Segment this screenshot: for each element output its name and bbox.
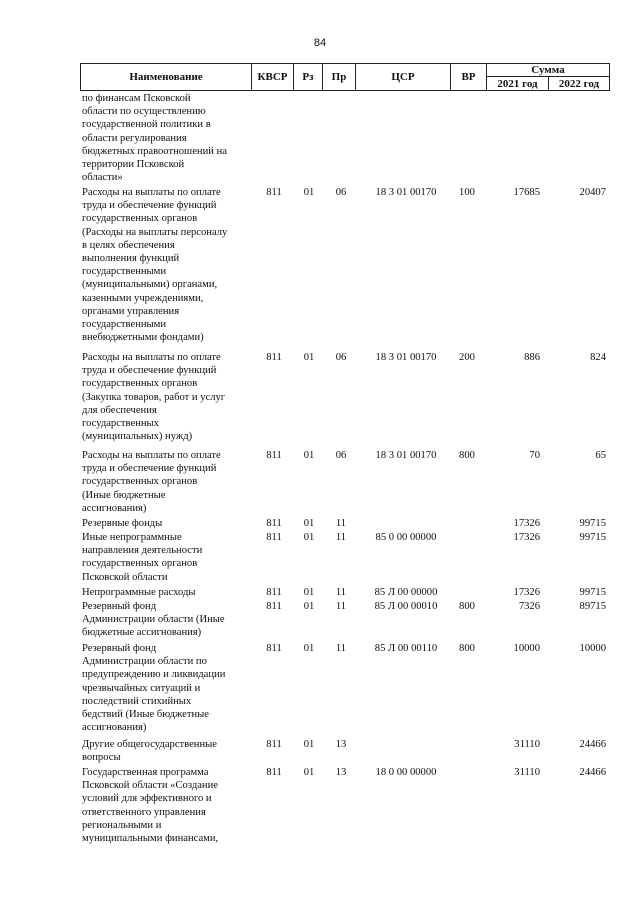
row-pr: 11 (335, 601, 347, 612)
row-rz: 01 (303, 450, 315, 461)
row-kvsr: 811 (266, 739, 282, 750)
row-csr: 85 Л 00 00110 (374, 643, 438, 654)
row-rz: 01 (303, 532, 315, 543)
row-name: Резервный фонд Администрации области по предупреждению и ликвидации чрезвычайных ситуаций и последствий стихийных бедствий (Иные бюджетные ассигнования) (82, 643, 226, 734)
row-sum-2021: 17685 (513, 187, 540, 198)
row-pr: 06 (335, 352, 347, 363)
row-vr: 800 (459, 450, 475, 461)
row-kvsr: 811 (266, 767, 282, 778)
row-sum-2022: 20407 (579, 187, 606, 198)
row-name: Непрограммные расходы (82, 587, 196, 598)
row-csr: 85 Л 00 00000 (374, 587, 438, 598)
header-pr: Пр (322, 63, 356, 91)
row-rz: 01 (303, 643, 315, 654)
row-sum-2022: 65 (595, 450, 606, 461)
header-sum: Сумма (486, 63, 610, 77)
row-kvsr: 811 (266, 352, 282, 363)
row-sum-2021: 17326 (513, 587, 540, 598)
row-vr: 100 (459, 187, 475, 198)
page-number: 84 (313, 37, 327, 49)
row-kvsr: 811 (266, 587, 282, 598)
row-sum-2022: 24466 (579, 739, 606, 750)
row-name: Расходы на выплаты по оплате труда и обеспечение функций государственных органов (Закупка товаров, работ и услуг для обеспечения государственных (муниципальных) нужд) (82, 352, 226, 443)
header-2021: 2021 год (486, 76, 549, 91)
row-kvsr: 811 (266, 187, 282, 198)
row-sum-2021: 17326 (513, 518, 540, 529)
row-csr: 85 Л 00 00010 (374, 601, 438, 612)
row-csr: 18 3 01 00170 (375, 352, 437, 363)
row-sum-2021: 886 (524, 352, 540, 363)
row-pr: 13 (335, 739, 347, 750)
row-pr: 11 (335, 518, 347, 529)
row-sum-2022: 99715 (579, 587, 606, 598)
header-kvsr: КВСР (251, 63, 294, 91)
row-sum-2022: 10000 (579, 643, 606, 654)
row-name: Иные непрограммные направления деятельности государственных органов Псковской области (82, 532, 203, 583)
row-kvsr: 811 (266, 643, 282, 654)
row-name: Расходы на выплаты по оплате труда и обеспечение функций государственных органов (Расходы на выплаты персоналу в целях обеспечения выполнения функций государственными (муниципальными) органами, казенными учреждениями, органами управления государственными внебюджетными фондами) (82, 187, 228, 344)
table-header (80, 63, 610, 91)
row-sum-2022: 824 (590, 352, 606, 363)
row-csr: 18 3 01 00170 (375, 450, 437, 461)
header-name: Наименование (80, 63, 252, 91)
row-sum-2021: 10000 (513, 643, 540, 654)
row-rz: 01 (303, 601, 315, 612)
row-kvsr: 811 (266, 518, 282, 529)
header-2022: 2022 год (548, 76, 610, 91)
row-pr: 11 (335, 532, 347, 543)
row-sum-2021: 17326 (513, 532, 540, 543)
row-pr: 11 (335, 587, 347, 598)
row-sum-2021: 7326 (518, 601, 540, 612)
row-vr: 800 (459, 643, 475, 654)
row-rz: 01 (303, 518, 315, 529)
row-pr: 13 (335, 767, 347, 778)
header-csr: ЦСР (355, 63, 451, 91)
row-sum-2022: 89715 (579, 601, 606, 612)
row-name: по финансам Псковской области по осуществлению государственной политики в области регулирования бюджетных правоотношений на территории Псковской области» (82, 93, 227, 184)
row-rz: 01 (303, 767, 315, 778)
row-name: Резервные фонды (82, 518, 163, 529)
row-kvsr: 811 (266, 601, 282, 612)
header-rz: Рз (293, 63, 323, 91)
row-kvsr: 811 (266, 532, 282, 543)
row-sum-2022: 24466 (579, 767, 606, 778)
row-sum-2022: 99715 (579, 518, 606, 529)
header-vr: ВР (450, 63, 487, 91)
row-vr: 800 (459, 601, 475, 612)
row-rz: 01 (303, 739, 315, 750)
row-name: Расходы на выплаты по оплате труда и обеспечение функций государственных органов (Иные бюджетные ассигнования) (82, 450, 221, 514)
row-kvsr: 811 (266, 450, 282, 461)
row-rz: 01 (303, 587, 315, 598)
row-sum-2021: 31110 (514, 767, 540, 778)
row-pr: 06 (335, 187, 347, 198)
row-csr: 85 0 00 00000 (375, 532, 437, 543)
row-name: Резервный фонд Администрации области (Иные бюджетные ассигнования) (82, 601, 225, 639)
row-name: Другие общегосударственные вопросы (82, 739, 217, 764)
row-pr: 06 (335, 450, 347, 461)
row-sum-2021: 31110 (514, 739, 540, 750)
row-sum-2022: 99715 (579, 532, 606, 543)
row-pr: 11 (335, 643, 347, 654)
row-csr: 18 0 00 00000 (375, 767, 437, 778)
row-name: Государственная программа Псковской области «Создание условий для эффективного и ответственного управления региональными и муниципальными финансами, (82, 767, 219, 845)
row-rz: 01 (303, 187, 315, 198)
row-csr: 18 3 01 00170 (375, 187, 437, 198)
row-rz: 01 (303, 352, 315, 363)
row-vr: 200 (459, 352, 475, 363)
row-sum-2021: 70 (529, 450, 540, 461)
